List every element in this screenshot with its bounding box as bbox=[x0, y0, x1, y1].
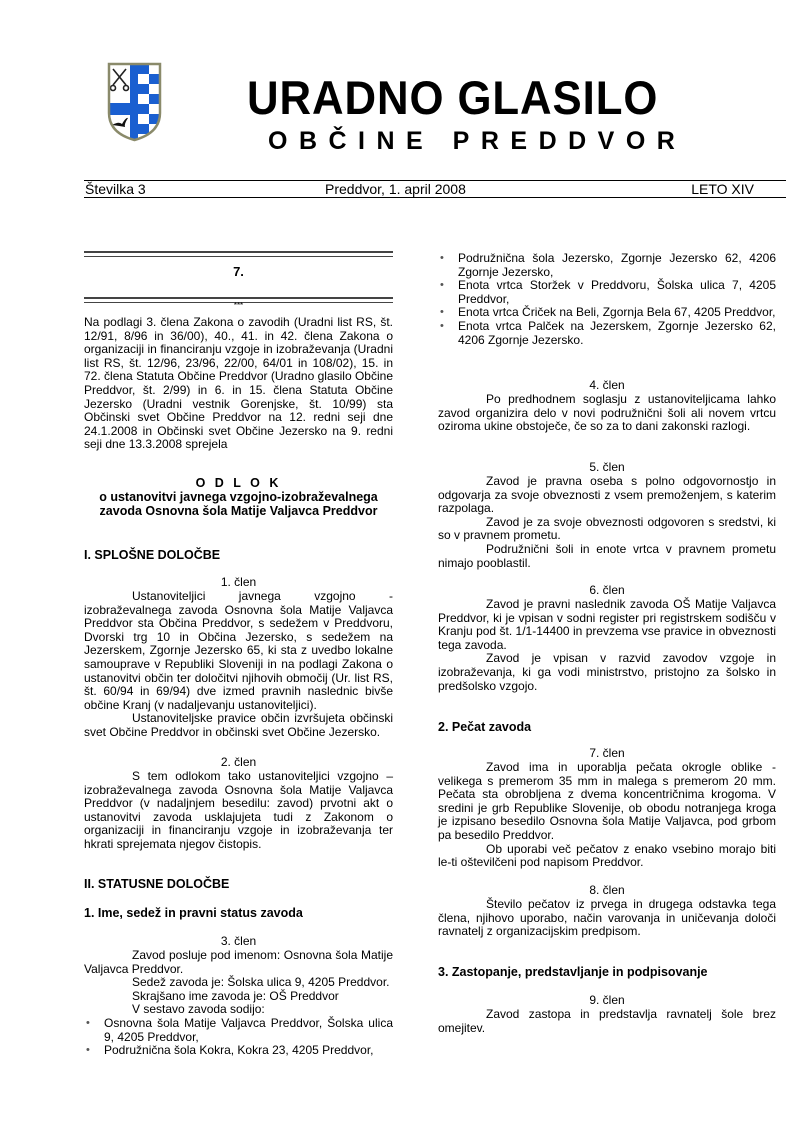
masthead-title: URADNO GLASILO bbox=[247, 71, 659, 124]
odlok-subtitle-1: o ustanovitvi javnega vzgojno-izobraževalnega bbox=[99, 490, 378, 504]
left-column bbox=[84, 0, 393, 1123]
paragraph: Število pečatov iz prvega in drugega odstavka tega člena, njihovo uporabo, način varovanja in uničevanja določi ravnatelj z organizacijskim predpisom. bbox=[438, 897, 776, 939]
unit-list bbox=[84, 1017, 393, 1058]
section-heading: II. STATUSNE DOLOČBE bbox=[84, 877, 230, 891]
paragraph: Po predhodnem soglasju z ustanoviteljicama lahko zavod organizira delo v novi podružnični šoli ali novem vrtcu oziroma ukine obstoječe, če so za to dani zakonski razlogi. bbox=[438, 392, 776, 434]
paragraph: Zavod zastopa in predstavlja ravnatelj šole brez omejitev. bbox=[438, 1007, 776, 1035]
odlok-subtitle-2: zavoda Osnovna šola Matije Valjavca Preddvor bbox=[99, 504, 378, 518]
paragraph: Ustanoviteljici javnega vzgojno - izobraževalnega zavoda Osnovna šola Matije Valjavca Preddvor sta Občina Preddvor, s sedežem v Preddvoru, Dvorski trg 10 in Občina Jezersko, s sedežem na Jezerskem, Zgornje Jezersko 65, ki sta z uvedbo lokalne samouprave v Republiki Sloveniji in na podlagi Zakona o ustanovitvi občin ter določitvi njihovih območij (Ur. list RS, št. 60/94 in 69/94) dve izmed pravnih naslednic bivše občine Kranj (v nadaljevanju ustanoviteljici). bbox=[84, 589, 393, 712]
paragraph: Podružnični šoli in enote vrtca v pravnem prometu nimajo pooblastil. bbox=[438, 541, 776, 570]
issue-number: Številka 3 bbox=[85, 181, 146, 197]
subsection-heading: 2. Pečat zavoda bbox=[438, 720, 532, 734]
paragraph: Ob uporabi več pečatov z enako vsebino morajo biti le-ti oštevilčeni pod napisom Preddvor. bbox=[438, 841, 776, 870]
paragraph: Zavod ima in uporablja pečata okrogle oblike - velikega s premerom 35 mm in malega s premerom 20 mm. Pečata sta obrobljena z dvema koncentričnima krogoma. V sredini je grb Republike Slovenije, ob obodu notranjega kroga je izpisano besedilo Osnovna šola Matije Valjavca, pod grbom pa besedilo Preddvor. bbox=[438, 760, 776, 842]
right-column bbox=[438, 0, 776, 1123]
list-item: • Enota vrtca Palček na Jezerskem, Zgornje Jezersko 62, 4206 Zgornje Jezersko. bbox=[438, 320, 776, 347]
paragraph: S tem odlokom tako ustanoviteljici vzgojno – izobraževalnega zavoda Osnovna šola Matije Valjavca Preddvor (v nadaljnjem besedilu: zavod) prvotni akt o ustanovitvi zavoda usklajujeta tudi z Zakonom o organizaciji in financiranju vzgoje in izobraževanja ter hkrati sprejemata njegov čistopis. bbox=[84, 769, 393, 851]
paragraph: Zavod je pravna oseba s polno odgovornostjo in odgovarja za svoje obveznosti z vsem premoženjem, s katerim razpolaga. bbox=[438, 474, 776, 516]
act-number: 7. bbox=[233, 264, 244, 279]
paragraph: V sestavo zavoda sodijo: bbox=[132, 1002, 265, 1017]
article-heading: 3. člen bbox=[220, 934, 257, 948]
stars: *** bbox=[233, 301, 244, 310]
list-item: • Podružnična šola Jezersko, Zgornje Jezersko 62, 4206 Zgornje Jezersko, bbox=[438, 252, 776, 279]
list-item: • Enota vrtca Čriček na Beli, Zgornja Bela 67, 4205 Preddvor, bbox=[438, 306, 776, 320]
unit-list bbox=[438, 252, 776, 347]
article-heading: 2. člen bbox=[220, 755, 257, 769]
article-heading: 1. člen bbox=[220, 575, 257, 589]
place-date: Preddvor, 1. april 2008 bbox=[325, 181, 466, 197]
article-heading: 9. člen bbox=[589, 993, 625, 1007]
list-item: • Podružnična šola Kokra, Kokra 23, 4205 Preddvor, bbox=[84, 1044, 393, 1058]
paragraph: Ustanoviteljske pravice občin izvršujeta občinski svet Občine Preddvor in občinski svet Občine Jezersko. bbox=[84, 711, 393, 739]
volume-year: LETO XIV bbox=[691, 181, 754, 197]
article-heading: 8. člen bbox=[589, 883, 625, 897]
list-item: • Enota vrtca Storžek v Preddvoru, Šolska ulica 7, 4205 Preddvor, bbox=[438, 279, 776, 306]
section-heading: I. SPLOŠNE DOLOČBE bbox=[84, 548, 221, 562]
paragraph: Sedež zavoda je: Šolska ulica 9, 4205 Preddvor. bbox=[132, 975, 390, 990]
paragraph: Zavod je pravni naslednik zavoda OŠ Matije Valjavca Preddvor, ki je vpisan v sodni register pri registrskem sodišču v Kranju pod št. 1/1-14400 in prevzema vse pravice in obveznosti tega zavoda. bbox=[438, 597, 776, 652]
subsection-heading: 3. Zastopanje, predstavljanje in podpisovanje bbox=[438, 965, 708, 979]
paragraph: Zavod posluje pod imenom: Osnovna šola Matije Valjavca Preddvor. bbox=[84, 948, 393, 976]
article-heading: 4. člen bbox=[589, 378, 625, 392]
paragraph: Zavod je za svoje obveznosti odgovoren s sredstvi, ki so v pravnem prometu. bbox=[438, 514, 776, 543]
divider bbox=[84, 251, 393, 257]
article-heading: 5. člen bbox=[589, 460, 625, 474]
paragraph: Zavod je vpisan v razvid zavodov vzgoje in izobraževanja, ki ga vodi ministrstvo, pristojno za šolsko in predšolsko vzgojo. bbox=[438, 651, 776, 693]
odlok-title: O D L O K bbox=[195, 476, 282, 490]
preamble: Na podlagi 3. člena Zakona o zavodih (Uradni list RS, št. 12/91, 8/96 in 36/00), 40., 41. in 42. člena Zakona o organizaciji in financiranju vzgoje in izobraževanja (Uradni list RS, št. 12/96, 23/96, 22/00, 64/01 in 108/02), 15. in 72. člena Statuta Občine Preddvor (Uradno glasilo Občine Preddvor, št. 2/99) in 6. in 15. člena Statuta Občine Jezersko (Uradni vestnik Gorenjske, št. 10/99) sta Občinski svet Občine Preddvor na 12. redni seji dne 24.1.2008 in Občinski svet Občine Jezersko na 9. redni seji dne 13.3.2008 sprejela bbox=[84, 315, 393, 452]
paragraph: Skrajšano ime zavoda je: OŠ Preddvor bbox=[132, 988, 339, 1003]
masthead-subtitle: OBČINE PREDDVOR bbox=[268, 127, 687, 155]
article-heading: 7. člen bbox=[589, 746, 625, 760]
list-item: • Osnovna šola Matije Valjavca Preddvor, Šolska ulica 9, 4205 Preddvor, bbox=[84, 1017, 393, 1044]
article-heading: 6. člen bbox=[589, 583, 625, 597]
subsection-heading: 1. Ime, sedež in pravni status zavoda bbox=[84, 906, 303, 920]
